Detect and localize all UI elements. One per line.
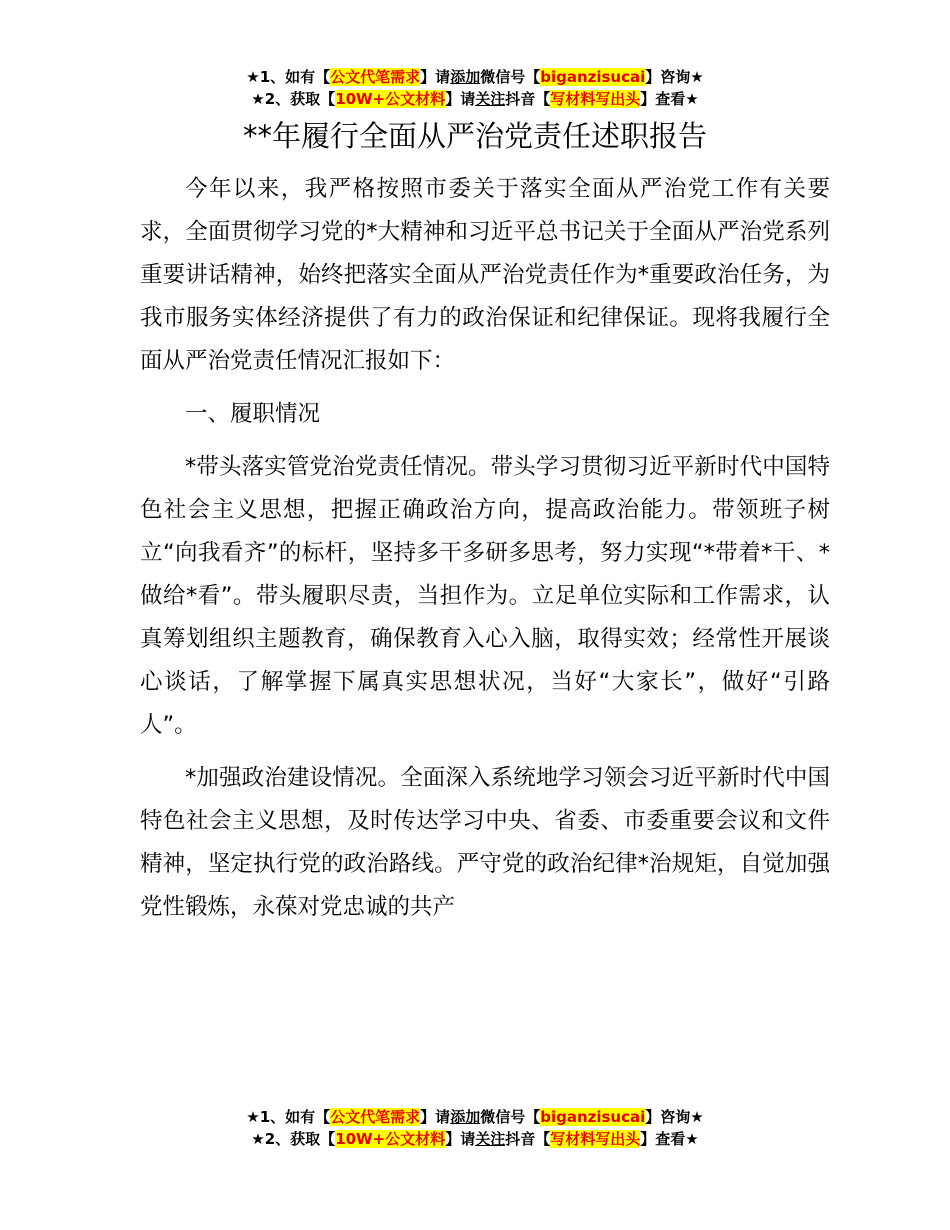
banner-text: 关注 xyxy=(475,1130,506,1148)
banner-text: 添加 xyxy=(450,1108,481,1126)
banner-text: ★1、如有【 xyxy=(246,68,331,86)
banner-line-2 xyxy=(0,88,950,110)
banner-text: 】查看★ xyxy=(640,1130,699,1148)
highlight-materials: 10W+公文材料 xyxy=(335,1130,446,1148)
highlight-materials: 10W+公文材料 xyxy=(335,90,446,108)
banner-text: 】查看★ xyxy=(640,90,699,108)
banner-text: 添加 xyxy=(450,68,481,86)
banner-text: 抖音【 xyxy=(505,90,551,108)
footer-banner xyxy=(0,1106,950,1150)
highlight-ghostwriting: 公文代笔需求 xyxy=(330,1108,421,1126)
paragraph-political-building: *加强政治建设情况。全面深入系统地学习领会习近平新时代中国特色社会主义思想，及时传达学习中央、省委、市委重要会议和文件精神，坚定执行党的政治路线。严守党的政治纪律*治规矩，自觉加强党性锻炼，永葆对党忠诚的共产 xyxy=(140,765,830,920)
highlight-douyin: 写材料写出头 xyxy=(550,90,641,108)
section-heading: 一、履职情况 xyxy=(185,401,321,427)
banner-text: 】请 xyxy=(445,90,476,108)
banner-text: 】请 xyxy=(420,1108,451,1126)
banner-text: ★2、获取【 xyxy=(251,1130,336,1148)
banner-line-2 xyxy=(0,1128,950,1150)
banner-text: 】咨询★ xyxy=(645,68,704,86)
banner-text: 】请 xyxy=(445,1130,476,1148)
paragraph-intro: 今年以来，我严格按照市委关于落实全面从严治党工作有关要求，全面贯彻学习党的*大精神和习近平总书记关于全面从严治党系列重要讲话精神，始终把落实全面从严治党责任作为*重要政治任务，为我市服务实体经济提供了有力的政治保证和纪律保证。现将我履行全面从严治党责任情况汇报如下： xyxy=(140,176,830,374)
banner-text: 抖音【 xyxy=(505,1130,551,1148)
highlight-ghostwriting: 公文代笔需求 xyxy=(330,68,421,86)
banner-text: 】咨询★ xyxy=(645,1108,704,1126)
banner-line-1 xyxy=(0,1106,950,1128)
banner-line-1 xyxy=(0,66,950,88)
highlight-douyin: 写材料写出头 xyxy=(550,1130,641,1148)
banner-text: 微信号【 xyxy=(480,68,541,86)
banner-text: ★1、如有【 xyxy=(246,1108,331,1126)
banner-text: 微信号【 xyxy=(480,1108,541,1126)
paragraph-responsibility: *带头落实管党治党责任情况。带头学习贯彻习近平新时代中国特色社会主义思想，把握正确政治方向，提高政治能力。带领班子树立“向我看齐”的标杆，坚持多干多研多思考，努力实现“*带着*干、*做给*看”。带头履职尽责，当担作为。立足单位实际和工作需求，认真筹划组织主题教育，确保教育入心入脑，取得实效；经常性开展谈心谈话，了解掌握下属真实思想状况，当好“大家长”，做好“引路人”。 xyxy=(140,454,830,738)
header-banner xyxy=(0,66,950,110)
banner-text: ★2、获取【 xyxy=(251,90,336,108)
highlight-wechat-id: biganzisucai xyxy=(540,1108,646,1126)
banner-text: 关注 xyxy=(475,90,506,108)
banner-text: 】请 xyxy=(420,68,451,86)
document-body xyxy=(140,168,830,939)
highlight-wechat-id: biganzisucai xyxy=(540,68,646,86)
document-title: **年履行全面从严治党责任述职报告 xyxy=(242,119,707,153)
